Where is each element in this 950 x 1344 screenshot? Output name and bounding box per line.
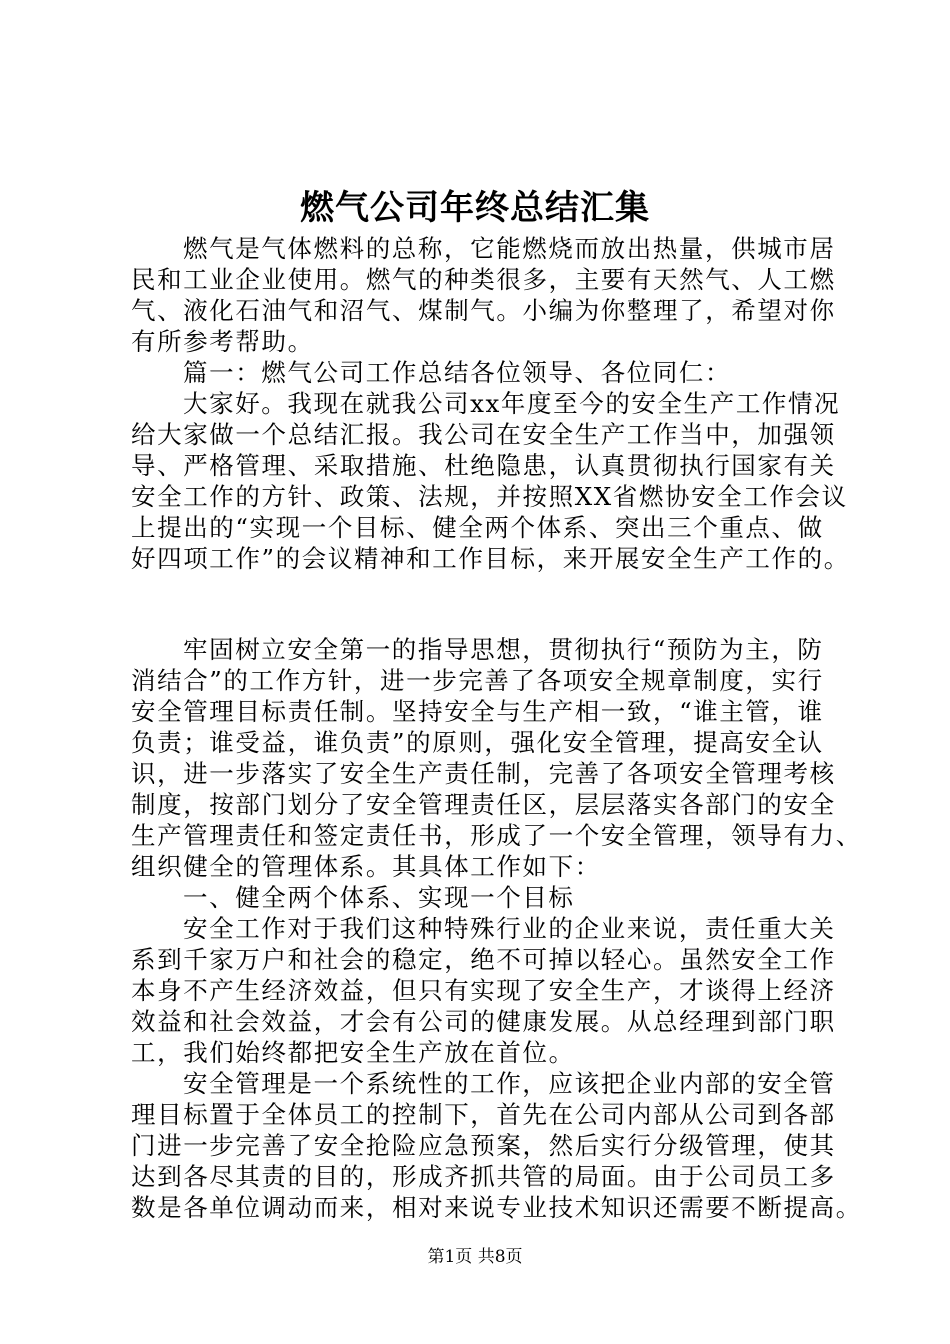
body-line: 组织健全的管理体系。其具体工作如下： (131, 852, 601, 881)
document-body (131, 233, 862, 1223)
body-line: 大家好。我现在就我公司xx年度至今的安全生产工作情况 (183, 389, 841, 418)
page-footer: 第1页 共8页 (427, 1247, 523, 1267)
body-line: 本身不产生经济效益，但只有实现了安全生产，才谈得上经济 (131, 976, 836, 1005)
body-line: 安全工作对于我们这种特殊行业的企业来说，责任重大关 (183, 914, 836, 943)
body-line: 安全工作的方针、政策、法规，并按照XX省燃协安全工作会议 (131, 482, 848, 511)
body-line: 达到各尽其责的目的，形成齐抓共管的局面。由于公司员工多 (131, 1162, 836, 1191)
document-title: 燃气公司年终总结汇集 (300, 188, 650, 228)
body-line: 燃气是气体燃料的总称，它能燃烧而放出热量，供城市居 (183, 234, 836, 263)
body-line: 上提出的“实现一个目标、健全两个体系、突出三个重点、做 (131, 513, 824, 542)
body-line: 生产管理责任和签定责任书，形成了一个安全管理，领导有力、 (131, 821, 862, 850)
body-line: 牢固树立安全第一的指导思想，贯彻执行“预防为主，防 (183, 635, 824, 664)
body-line: 负责；谁受益，谁负责”的原则，强化安全管理，提高安全认 (131, 728, 824, 757)
section-heading: 一、健全两个体系、实现一个目标 (183, 883, 575, 912)
body-line: 数是各单位调动而来，相对来说专业技术知识还需要不断提高。 (131, 1193, 862, 1222)
body-line: 给大家做一个总结汇报。我公司在安全生产工作当中，加强领 (131, 420, 836, 449)
body-line: 系到千家万户和社会的稳定，绝不可掉以轻心。虽然安全工作 (131, 945, 836, 974)
paragraph-gap (131, 574, 831, 634)
body-line: 理目标置于全体员工的控制下，首先在公司内部从公司到各部 (131, 1100, 836, 1129)
body-line: 工，我们始终都把安全生产放在首位。 (131, 1038, 575, 1067)
body-line: 识，进一步落实了安全生产责任制，完善了各项安全管理考核 (131, 759, 836, 788)
body-line: 安全管理是一个系统性的工作，应该把企业内部的安全管 (183, 1069, 836, 1098)
body-line: 气、液化石油气和沼气、煤制气。小编为你整理了，希望对你 (131, 296, 836, 325)
body-line: 安全管理目标责任制。坚持安全与生产相一致，“谁主管，谁 (131, 697, 824, 726)
body-line: 有所参考帮助。 (131, 327, 314, 356)
body-line: 民和工业企业使用。燃气的种类很多，主要有天然气、人工燃 (131, 265, 836, 294)
body-line: 好四项工作”的会议精神和工作目标，来开展安全生产工作的。 (131, 544, 850, 573)
body-line: 导、严格管理、采取措施、杜绝隐患，认真贯彻执行国家有关 (131, 451, 836, 480)
section-heading: 篇一：燃气公司工作总结各位领导、各位同仁： (183, 358, 732, 387)
body-line: 制度，按部门划分了安全管理责任区，层层落实各部门的安全 (131, 790, 836, 819)
body-line: 消结合”的工作方针，进一步完善了各项安全规章制度，实行 (131, 666, 824, 695)
body-line: 效益和社会效益，才会有公司的健康发展。从总经理到部门职 (131, 1007, 836, 1036)
body-line: 门进一步完善了安全抢险应急预案，然后实行分级管理，使其 (131, 1131, 836, 1160)
